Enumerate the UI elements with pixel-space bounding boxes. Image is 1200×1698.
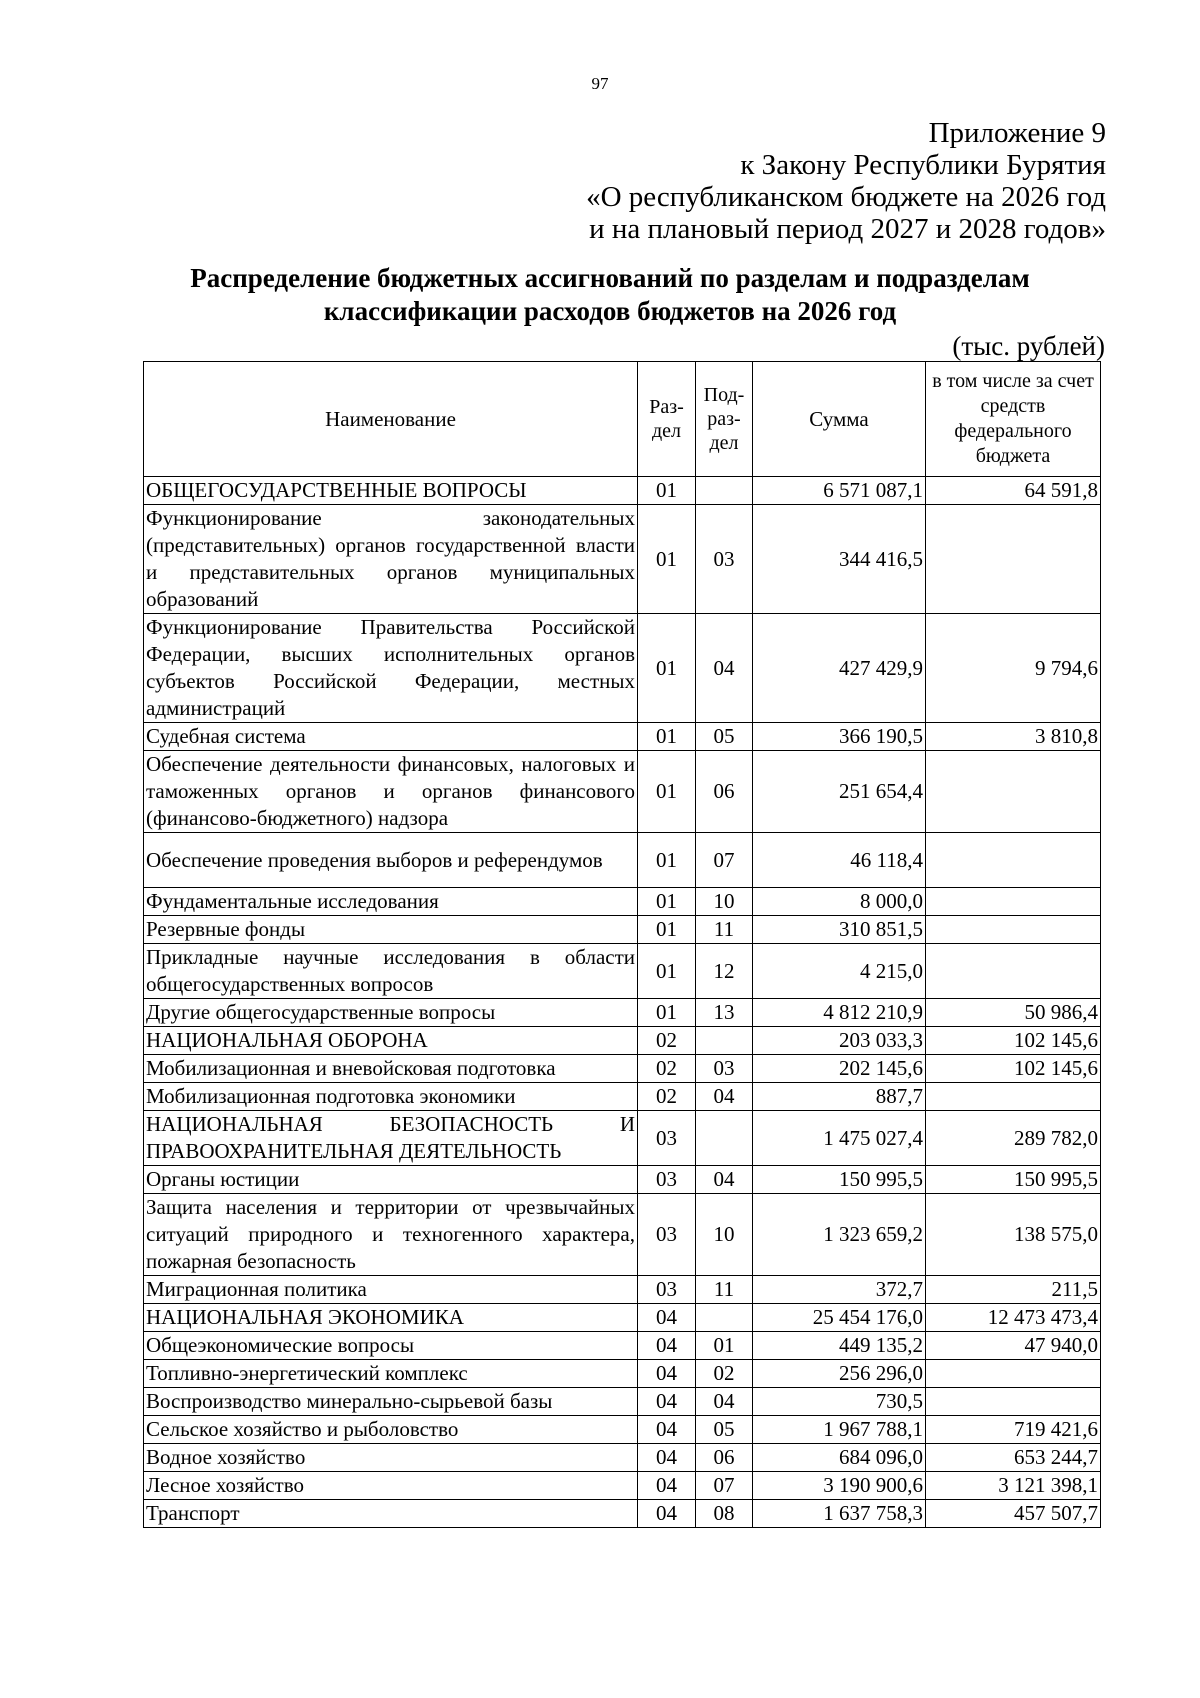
cell-sum: 46 118,4 <box>753 833 926 888</box>
cell-section: 02 <box>638 1083 696 1111</box>
cell-subsection: 11 <box>696 1276 753 1304</box>
cell-sum: 310 851,5 <box>753 916 926 944</box>
table-row <box>144 916 1101 944</box>
cell-subsection: 01 <box>696 1332 753 1360</box>
appendix-line: к Закону Республики Бурятия <box>740 149 1106 181</box>
cell-section: 01 <box>638 833 696 888</box>
cell-sum: 1 967 788,1 <box>753 1416 926 1444</box>
cell-sum: 372,7 <box>753 1276 926 1304</box>
appendix-header <box>586 117 1106 245</box>
cell-subsection <box>696 1111 753 1166</box>
cell-federal: 9 794,6 <box>926 614 1101 723</box>
cell-name: Топливно-энергетический комплекс <box>144 1360 638 1388</box>
cell-name: Функционирование Правительства Российской Федерации, высших исполнительных органов субъектов Российской Федерации, местных администраций <box>144 614 638 723</box>
table-row <box>144 477 1101 505</box>
cell-subsection: 04 <box>696 1388 753 1416</box>
appendix-line: «О республиканском бюджете на 2026 год <box>586 181 1106 213</box>
cell-section: 03 <box>638 1111 696 1166</box>
cell-section: 01 <box>638 944 696 999</box>
cell-subsection: 07 <box>696 833 753 888</box>
cell-federal: 289 782,0 <box>926 1111 1101 1166</box>
cell-federal <box>926 944 1101 999</box>
cell-section: 02 <box>638 1055 696 1083</box>
cell-sum: 427 429,9 <box>753 614 926 723</box>
cell-federal: 150 995,5 <box>926 1166 1101 1194</box>
cell-subsection: 11 <box>696 916 753 944</box>
cell-federal: 211,5 <box>926 1276 1101 1304</box>
cell-section: 04 <box>638 1332 696 1360</box>
cell-section: 01 <box>638 999 696 1027</box>
header-subsection: Под-раз-дел <box>696 362 753 477</box>
cell-sum: 1 475 027,4 <box>753 1111 926 1166</box>
cell-name: Обеспечение проведения выборов и референдумов <box>144 833 638 888</box>
cell-sum: 4 812 210,9 <box>753 999 926 1027</box>
cell-section: 04 <box>638 1388 696 1416</box>
cell-name: Резервные фонды <box>144 916 638 944</box>
cell-sum: 6 571 087,1 <box>753 477 926 505</box>
table-row <box>144 614 1101 723</box>
appendix-line: и на плановый период 2027 и 2028 годов» <box>589 213 1106 245</box>
cell-section: 03 <box>638 1166 696 1194</box>
cell-subsection: 03 <box>696 1055 753 1083</box>
cell-sum: 25 454 176,0 <box>753 1304 926 1332</box>
cell-sum: 887,7 <box>753 1083 926 1111</box>
table-row <box>144 751 1101 833</box>
cell-federal: 102 145,6 <box>926 1055 1101 1083</box>
cell-federal: 50 986,4 <box>926 999 1101 1027</box>
cell-federal: 3 810,8 <box>926 723 1101 751</box>
header-federal: в том числе за счет средств федерального бюджета <box>926 362 1101 477</box>
table-row <box>144 723 1101 751</box>
title-line: Распределение бюджетных ассигнований по разделам и подразделам <box>190 263 1030 293</box>
cell-sum: 449 135,2 <box>753 1332 926 1360</box>
cell-subsection <box>696 1027 753 1055</box>
cell-subsection: 08 <box>696 1500 753 1528</box>
table-row <box>144 1444 1101 1472</box>
cell-federal: 653 244,7 <box>926 1444 1101 1472</box>
table-row <box>144 1360 1101 1388</box>
cell-federal <box>926 1083 1101 1111</box>
cell-name: Общеэкономические вопросы <box>144 1332 638 1360</box>
appendix-line: Приложение 9 <box>928 117 1106 149</box>
table-row <box>144 1111 1101 1166</box>
cell-name: НАЦИОНАЛЬНАЯ БЕЗОПАСНОСТЬ И ПРАВООХРАНИТЕЛЬНАЯ ДЕЯТЕЛЬНОСТЬ <box>144 1111 638 1166</box>
cell-federal: 138 575,0 <box>926 1194 1101 1276</box>
table-row <box>144 999 1101 1027</box>
title-line: классификации расходов бюджетов на 2026 год <box>323 296 897 326</box>
cell-federal: 3 121 398,1 <box>926 1472 1101 1500</box>
budget-table <box>143 361 1101 1528</box>
table-row <box>144 1500 1101 1528</box>
table-row <box>144 833 1101 888</box>
cell-section: 01 <box>638 916 696 944</box>
cell-section: 01 <box>638 888 696 916</box>
cell-sum: 150 995,5 <box>753 1166 926 1194</box>
cell-section: 04 <box>638 1360 696 1388</box>
cell-name: Органы юстиции <box>144 1166 638 1194</box>
cell-sum: 4 215,0 <box>753 944 926 999</box>
document-title <box>130 262 1090 328</box>
cell-federal: 12 473 473,4 <box>926 1304 1101 1332</box>
cell-sum: 684 096,0 <box>753 1444 926 1472</box>
table-row <box>144 1472 1101 1500</box>
cell-name: Фундаментальные исследования <box>144 888 638 916</box>
cell-name: Водное хозяйство <box>144 1444 638 1472</box>
table-row <box>144 1332 1101 1360</box>
cell-name: Защита населения и территории от чрезвычайных ситуаций природного и техногенного характера, пожарная безопасность <box>144 1194 638 1276</box>
cell-name: НАЦИОНАЛЬНАЯ ОБОРОНА <box>144 1027 638 1055</box>
cell-subsection: 10 <box>696 888 753 916</box>
cell-section: 04 <box>638 1472 696 1500</box>
units-label: (тыс. рублей) <box>952 331 1105 361</box>
cell-federal: 719 421,6 <box>926 1416 1101 1444</box>
cell-federal <box>926 833 1101 888</box>
cell-subsection: 04 <box>696 1166 753 1194</box>
table-row <box>144 1388 1101 1416</box>
cell-federal: 457 507,7 <box>926 1500 1101 1528</box>
cell-section: 03 <box>638 1194 696 1276</box>
cell-name: Обеспечение деятельности финансовых, налоговых и таможенных органов и органов финансового (финансово-бюджетного) надзора <box>144 751 638 833</box>
cell-subsection: 10 <box>696 1194 753 1276</box>
cell-section: 01 <box>638 751 696 833</box>
cell-name: Мобилизационная подготовка экономики <box>144 1083 638 1111</box>
cell-section: 01 <box>638 614 696 723</box>
table-row <box>144 1083 1101 1111</box>
table-row <box>144 1166 1101 1194</box>
cell-section: 01 <box>638 505 696 614</box>
cell-subsection: 05 <box>696 1416 753 1444</box>
cell-federal: 47 940,0 <box>926 1332 1101 1360</box>
cell-name: Миграционная политика <box>144 1276 638 1304</box>
cell-name: ОБЩЕГОСУДАРСТВЕННЫЕ ВОПРОСЫ <box>144 477 638 505</box>
cell-sum: 256 296,0 <box>753 1360 926 1388</box>
table-row <box>144 1276 1101 1304</box>
cell-sum: 202 145,6 <box>753 1055 926 1083</box>
cell-section: 02 <box>638 1027 696 1055</box>
cell-subsection: 06 <box>696 751 753 833</box>
cell-federal <box>926 888 1101 916</box>
table-header-row <box>144 362 1101 477</box>
cell-name: Воспроизводство минерально-сырьевой базы <box>144 1388 638 1416</box>
cell-federal <box>926 1388 1101 1416</box>
cell-sum: 203 033,3 <box>753 1027 926 1055</box>
cell-federal <box>926 505 1101 614</box>
cell-section: 04 <box>638 1444 696 1472</box>
cell-federal: 64 591,8 <box>926 477 1101 505</box>
cell-federal <box>926 916 1101 944</box>
cell-section: 01 <box>638 723 696 751</box>
table-row <box>144 505 1101 614</box>
table-row <box>144 944 1101 999</box>
cell-sum: 1 637 758,3 <box>753 1500 926 1528</box>
header-name: Наименование <box>144 362 638 477</box>
table-body <box>144 477 1101 1528</box>
cell-section: 03 <box>638 1276 696 1304</box>
cell-name: Мобилизационная и вневойсковая подготовка <box>144 1055 638 1083</box>
cell-subsection <box>696 477 753 505</box>
table-row <box>144 1304 1101 1332</box>
cell-name: Другие общегосударственные вопросы <box>144 999 638 1027</box>
cell-federal: 102 145,6 <box>926 1027 1101 1055</box>
table-row <box>144 888 1101 916</box>
cell-subsection <box>696 1304 753 1332</box>
cell-subsection: 03 <box>696 505 753 614</box>
cell-subsection: 13 <box>696 999 753 1027</box>
cell-section: 04 <box>638 1416 696 1444</box>
cell-sum: 730,5 <box>753 1388 926 1416</box>
header-sum: Сумма <box>753 362 926 477</box>
cell-name: Лесное хозяйство <box>144 1472 638 1500</box>
cell-section: 04 <box>638 1500 696 1528</box>
cell-sum: 3 190 900,6 <box>753 1472 926 1500</box>
table-row <box>144 1194 1101 1276</box>
table-row <box>144 1027 1101 1055</box>
cell-subsection: 05 <box>696 723 753 751</box>
cell-section: 04 <box>638 1304 696 1332</box>
table-row <box>144 1416 1101 1444</box>
page-number: 97 <box>591 74 609 93</box>
cell-section: 01 <box>638 477 696 505</box>
cell-subsection: 07 <box>696 1472 753 1500</box>
cell-federal <box>926 751 1101 833</box>
cell-subsection: 04 <box>696 614 753 723</box>
cell-sum: 366 190,5 <box>753 723 926 751</box>
cell-name: Сельское хозяйство и рыболовство <box>144 1416 638 1444</box>
cell-subsection: 12 <box>696 944 753 999</box>
cell-subsection: 04 <box>696 1083 753 1111</box>
cell-name: Функционирование законодательных (представительных) органов государственной власти и представительных органов муниципальных образований <box>144 505 638 614</box>
cell-name: Судебная система <box>144 723 638 751</box>
cell-federal <box>926 1360 1101 1388</box>
cell-sum: 1 323 659,2 <box>753 1194 926 1276</box>
table-row <box>144 1055 1101 1083</box>
header-section: Раз-дел <box>638 362 696 477</box>
cell-subsection: 06 <box>696 1444 753 1472</box>
cell-name: НАЦИОНАЛЬНАЯ ЭКОНОМИКА <box>144 1304 638 1332</box>
cell-subsection: 02 <box>696 1360 753 1388</box>
cell-sum: 344 416,5 <box>753 505 926 614</box>
cell-sum: 8 000,0 <box>753 888 926 916</box>
cell-name: Прикладные научные исследования в области общегосударственных вопросов <box>144 944 638 999</box>
cell-name: Транспорт <box>144 1500 638 1528</box>
cell-sum: 251 654,4 <box>753 751 926 833</box>
